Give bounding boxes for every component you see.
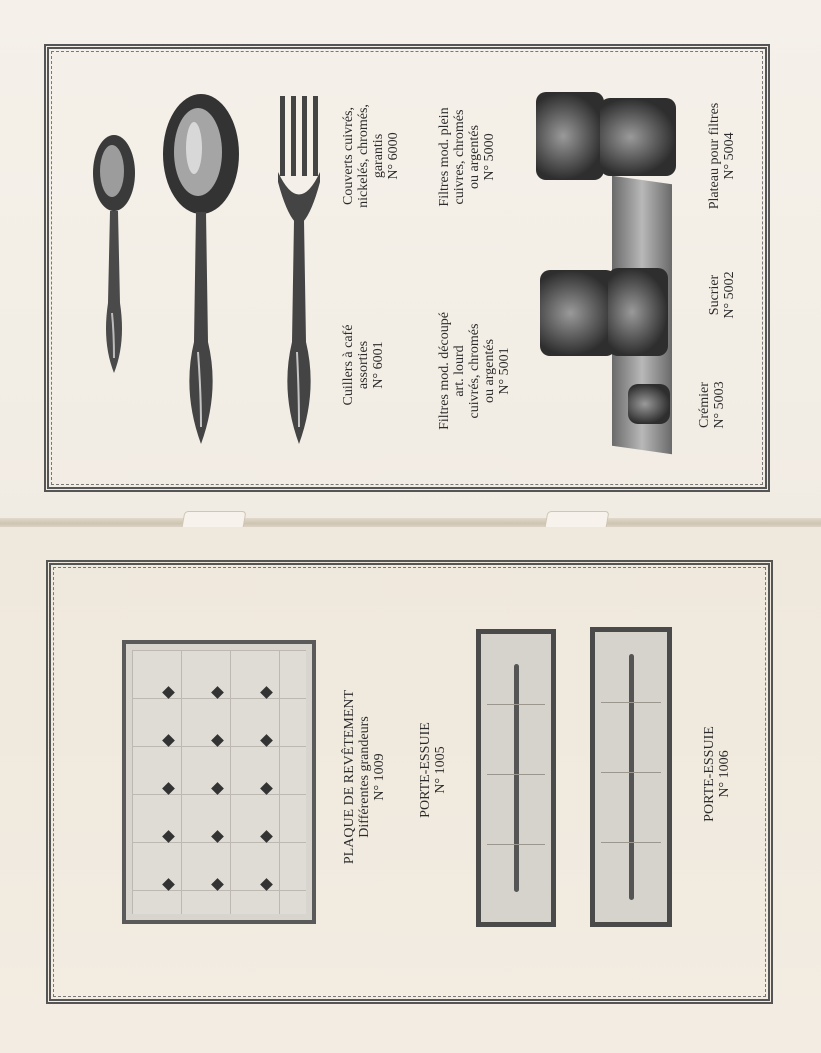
rack-divider <box>487 774 545 775</box>
fork-icon <box>272 92 326 447</box>
caption-line: assorties <box>356 340 371 390</box>
caption-line: N° 5002 <box>722 271 737 319</box>
caption-line: N° 5004 <box>722 132 737 180</box>
cutlery-caption <box>341 86 401 226</box>
rack-divider <box>601 772 661 773</box>
caption-line: N° 1009 <box>372 753 387 801</box>
tile-panel-icon <box>122 640 316 924</box>
coffee-filter-icon <box>628 384 670 424</box>
caption-line: N° 5001 <box>497 347 512 395</box>
caption-line: cuivres, chromés <box>452 109 467 205</box>
towel-bar <box>514 664 519 892</box>
top-page <box>0 0 821 522</box>
coffee-filter-icon <box>536 92 604 180</box>
coffee-filter-icon <box>608 268 668 356</box>
plaque-caption <box>342 677 387 877</box>
caption-line: ou argentés <box>467 125 482 189</box>
caption-line: N° 5000 <box>482 133 497 181</box>
bottom-page <box>0 527 821 1053</box>
cremier-caption <box>697 370 727 440</box>
coffee-filter-icon <box>540 270 616 356</box>
caption-line: N° 1005 <box>433 746 448 794</box>
coffee-filter-icon <box>600 98 676 176</box>
porte-1005-caption <box>418 715 448 825</box>
towel-rack-icon <box>590 627 672 927</box>
caption-line: nickelés, chromés, <box>356 104 371 208</box>
filters-cutout-caption <box>437 296 512 446</box>
caption-line: Sucrier <box>707 274 722 316</box>
caption-line: art. lourd <box>452 345 467 397</box>
towel-bar <box>629 654 634 900</box>
spoons-caption <box>341 305 386 425</box>
caption-line: Cuillers à café <box>341 324 356 406</box>
caption-line: Plateau pour filtres <box>707 102 722 210</box>
sucrier-caption <box>707 260 737 330</box>
caption-line: PORTE-ESSUIE <box>418 722 433 818</box>
caption-line: N° 1006 <box>717 750 732 798</box>
caption-line: PLAQUE DE REVÊTEMENT <box>342 689 357 865</box>
filters-plain-caption <box>437 82 497 232</box>
caption-line: ou argentés <box>482 339 497 403</box>
caption-line: PORTE-ESSUIE <box>702 726 717 822</box>
towel-rack-icon <box>476 629 556 927</box>
caption-line: N° 6001 <box>371 341 386 389</box>
caption-line: Couverts cuivrés, <box>341 107 356 205</box>
rack-divider <box>487 704 545 705</box>
caption-line: garantis <box>371 133 386 179</box>
caption-line: N° 6000 <box>386 132 401 180</box>
caption-line: Filtres mod. découpé <box>437 312 452 430</box>
caption-line: Crémier <box>697 382 712 428</box>
caption-line: Filtres mod. plein <box>437 107 452 207</box>
spoon-icon <box>160 92 242 447</box>
caption-line: Différentes grandeurs <box>357 716 372 838</box>
caption-line: N° 5003 <box>712 381 727 429</box>
teaspoon-icon <box>88 133 142 378</box>
rack-divider <box>601 842 661 843</box>
caption-line: cuivrés, chromés <box>467 323 482 419</box>
porte-1006-caption <box>702 719 732 829</box>
rack-divider <box>601 702 661 703</box>
rack-divider <box>487 844 545 845</box>
plateau-caption <box>707 86 737 226</box>
